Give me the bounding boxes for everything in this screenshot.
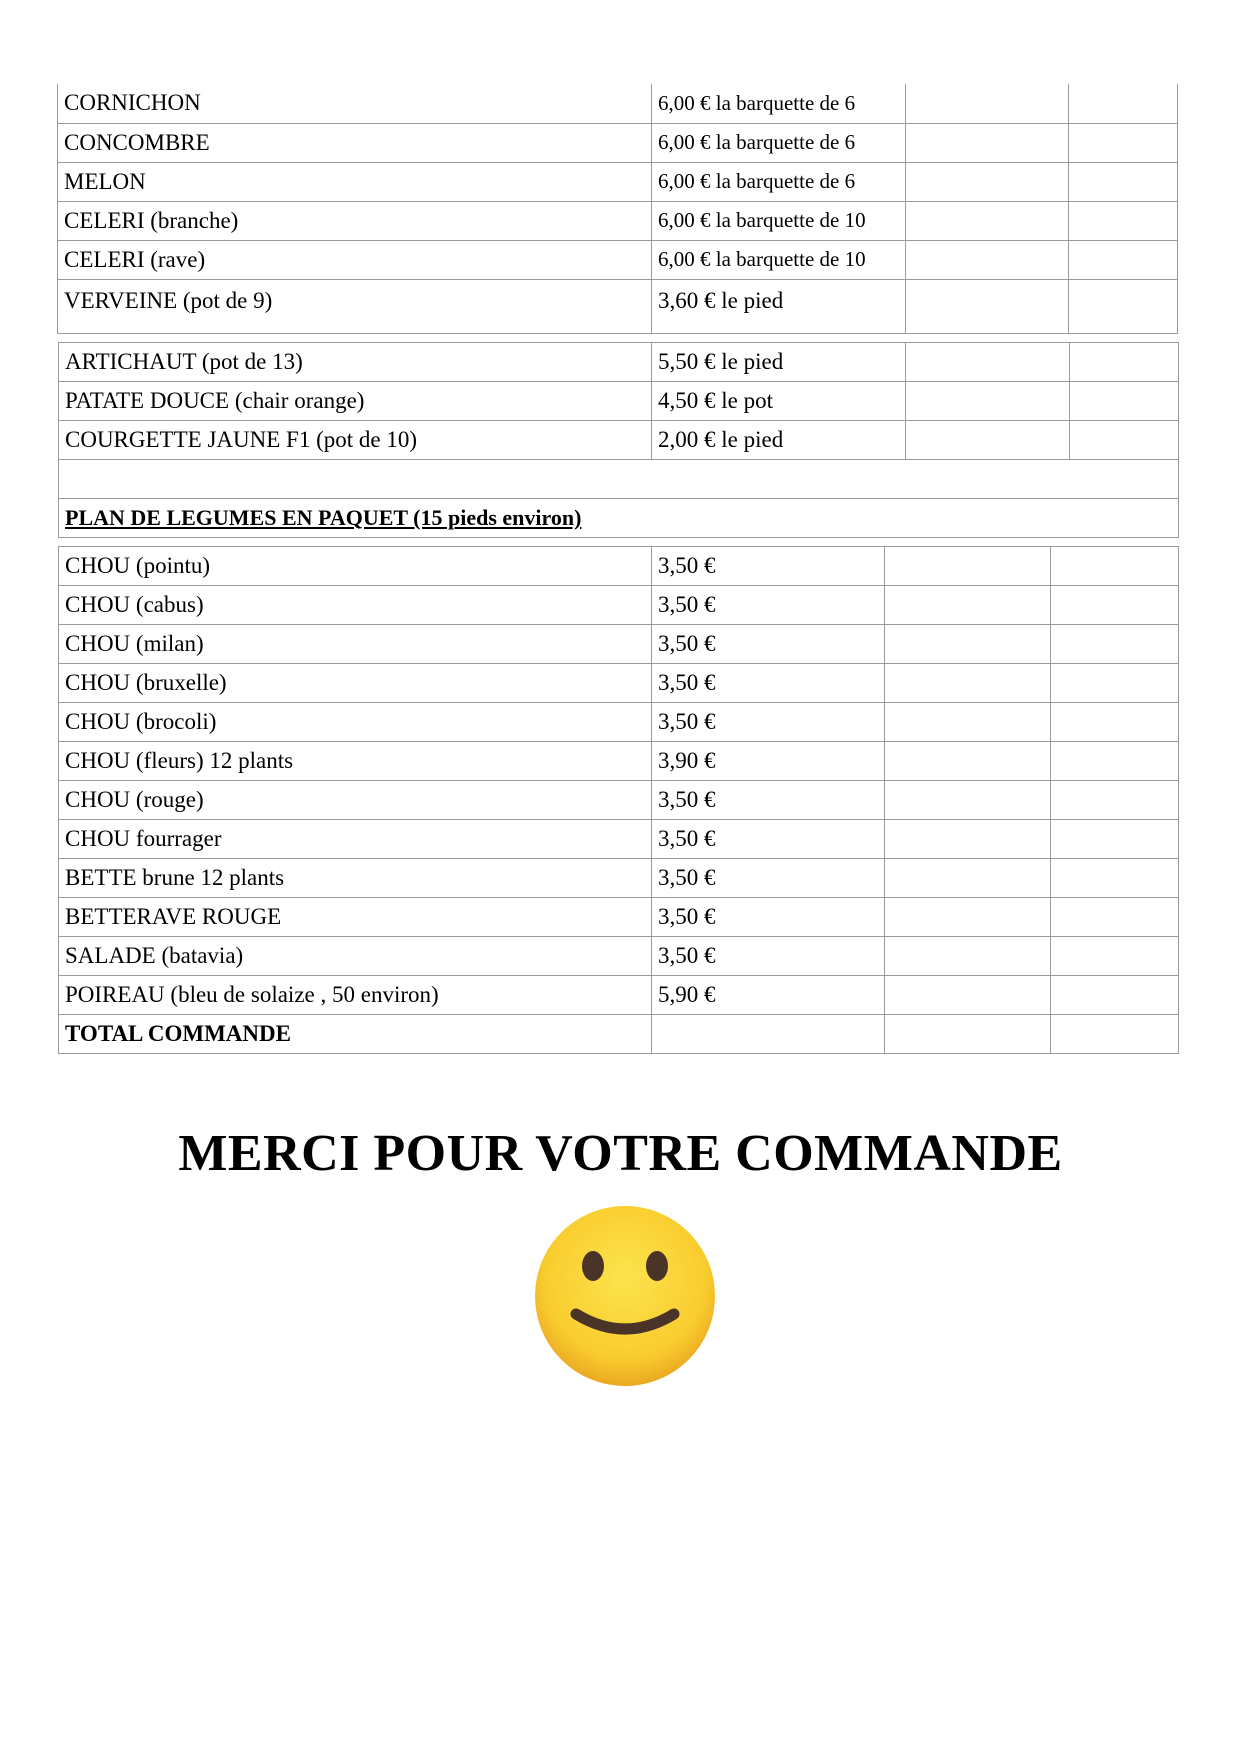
quantity-cell[interactable] bbox=[885, 742, 1051, 781]
product-price: 3,50 € bbox=[652, 859, 885, 898]
order-table-paquets bbox=[58, 546, 1179, 1054]
face-circle bbox=[535, 1206, 715, 1386]
table-row bbox=[59, 937, 1179, 976]
product-name: CELERI (branche) bbox=[58, 201, 652, 240]
quantity-cell[interactable] bbox=[906, 279, 1069, 333]
table-row bbox=[59, 343, 1179, 382]
product-price: 5,90 € bbox=[652, 976, 885, 1015]
product-price: 3,50 € bbox=[652, 625, 885, 664]
amount-cell[interactable] bbox=[1051, 586, 1179, 625]
product-price: 2,00 € le pied bbox=[652, 421, 906, 460]
total-label: TOTAL COMMANDE bbox=[59, 1015, 652, 1054]
product-price: 5,50 € le pied bbox=[652, 343, 906, 382]
amount-cell[interactable] bbox=[1069, 201, 1178, 240]
product-name: CHOU (milan) bbox=[59, 625, 652, 664]
table-row bbox=[59, 382, 1179, 421]
amount-cell[interactable] bbox=[1051, 781, 1179, 820]
table-row bbox=[59, 703, 1179, 742]
order-table-pots bbox=[58, 342, 1179, 538]
product-price: 3,50 € bbox=[652, 781, 885, 820]
amount-cell[interactable] bbox=[1051, 742, 1179, 781]
amount-cell[interactable] bbox=[1051, 898, 1179, 937]
product-name: CHOU (cabus) bbox=[59, 586, 652, 625]
product-price: 3,50 € bbox=[652, 820, 885, 859]
left-eye bbox=[582, 1251, 604, 1281]
product-name: CHOU (fleurs) 12 plants bbox=[59, 742, 652, 781]
product-name: SALADE (batavia) bbox=[59, 937, 652, 976]
quantity-cell[interactable] bbox=[885, 781, 1051, 820]
product-name: CHOU (pointu) bbox=[59, 547, 652, 586]
smiling-face-icon bbox=[533, 1204, 717, 1388]
thank-you-message: MERCI POUR VOTRE COMMANDE bbox=[178, 1125, 1063, 1182]
quantity-cell[interactable] bbox=[906, 84, 1069, 123]
quantity-cell[interactable] bbox=[906, 382, 1070, 421]
quantity-cell[interactable] bbox=[906, 123, 1069, 162]
table-row bbox=[59, 742, 1179, 781]
amount-cell[interactable] bbox=[1069, 240, 1178, 279]
table-row bbox=[59, 781, 1179, 820]
quantity-cell[interactable] bbox=[885, 625, 1051, 664]
table-row bbox=[58, 84, 1178, 123]
amount-cell[interactable] bbox=[1051, 820, 1179, 859]
amount-cell[interactable] bbox=[1051, 625, 1179, 664]
product-price: 3,90 € bbox=[652, 742, 885, 781]
table-row bbox=[59, 664, 1179, 703]
quantity-cell[interactable] bbox=[906, 162, 1069, 201]
product-name: CORNICHON bbox=[58, 84, 652, 123]
product-name: COURGETTE JAUNE F1 (pot de 10) bbox=[59, 421, 652, 460]
blank-row bbox=[59, 460, 1179, 499]
product-price: 3,50 € bbox=[652, 664, 885, 703]
section-title: PLAN DE LEGUMES EN PAQUET (15 pieds environ) bbox=[59, 499, 1179, 538]
table-row bbox=[59, 859, 1179, 898]
table-row bbox=[58, 162, 1178, 201]
quantity-cell[interactable] bbox=[885, 976, 1051, 1015]
product-name: CONCOMBRE bbox=[58, 123, 652, 162]
product-name: CELERI (rave) bbox=[58, 240, 652, 279]
total-row bbox=[59, 1015, 1179, 1054]
amount-cell[interactable] bbox=[1051, 937, 1179, 976]
product-name: POIREAU (bleu de solaize , 50 environ) bbox=[59, 976, 652, 1015]
table-row bbox=[59, 898, 1179, 937]
product-name: CHOU fourrager bbox=[59, 820, 652, 859]
product-name: CHOU (rouge) bbox=[59, 781, 652, 820]
product-price: 6,00 € la barquette de 6 bbox=[652, 162, 906, 201]
table-row bbox=[58, 279, 1178, 333]
amount-cell[interactable] bbox=[1070, 343, 1179, 382]
quantity-cell[interactable] bbox=[885, 664, 1051, 703]
quantity-cell[interactable] bbox=[885, 586, 1051, 625]
amount-cell[interactable] bbox=[1051, 976, 1179, 1015]
amount-cell[interactable] bbox=[1069, 162, 1178, 201]
product-name: ARTICHAUT (pot de 13) bbox=[59, 343, 652, 382]
quantity-cell[interactable] bbox=[885, 703, 1051, 742]
quantity-cell[interactable] bbox=[906, 343, 1070, 382]
product-price: 6,00 € la barquette de 6 bbox=[652, 84, 906, 123]
amount-cell[interactable] bbox=[1051, 703, 1179, 742]
product-price: 6,00 € la barquette de 6 bbox=[652, 123, 906, 162]
table-row bbox=[58, 123, 1178, 162]
quantity-cell[interactable] bbox=[906, 240, 1069, 279]
quantity-cell[interactable] bbox=[885, 937, 1051, 976]
product-price: 3,50 € bbox=[652, 703, 885, 742]
amount-cell[interactable] bbox=[1069, 279, 1178, 333]
blank-cell bbox=[59, 460, 1179, 499]
total-quantity-cell[interactable] bbox=[885, 1015, 1051, 1054]
table-row bbox=[59, 547, 1179, 586]
product-name: CHOU (bruxelle) bbox=[59, 664, 652, 703]
table-row bbox=[59, 976, 1179, 1015]
quantity-cell[interactable] bbox=[906, 421, 1070, 460]
table-row bbox=[59, 820, 1179, 859]
quantity-cell[interactable] bbox=[885, 898, 1051, 937]
table-row bbox=[59, 421, 1179, 460]
amount-cell[interactable] bbox=[1070, 382, 1179, 421]
product-price: 4,50 € le pot bbox=[652, 382, 906, 421]
product-name: CHOU (brocoli) bbox=[59, 703, 652, 742]
product-name: VERVEINE (pot de 9) bbox=[58, 279, 652, 333]
product-price: 3,50 € bbox=[652, 547, 885, 586]
product-name: MELON bbox=[58, 162, 652, 201]
amount-cell[interactable] bbox=[1051, 664, 1179, 703]
quantity-cell[interactable] bbox=[885, 859, 1051, 898]
quantity-cell[interactable] bbox=[906, 201, 1069, 240]
product-price: 6,00 € la barquette de 10 bbox=[652, 201, 906, 240]
amount-cell[interactable] bbox=[1069, 84, 1178, 123]
total-amount-cell[interactable] bbox=[1051, 1015, 1179, 1054]
product-price: 3,60 € le pied bbox=[652, 279, 906, 333]
section-row bbox=[59, 499, 1179, 538]
order-table-barquettes bbox=[57, 84, 1178, 334]
table-row bbox=[58, 240, 1178, 279]
table-row bbox=[58, 201, 1178, 240]
total-price-cell[interactable] bbox=[652, 1015, 885, 1054]
product-name: PATATE DOUCE (chair orange) bbox=[59, 382, 652, 421]
quantity-cell[interactable] bbox=[885, 820, 1051, 859]
product-price: 3,50 € bbox=[652, 586, 885, 625]
product-price: 3,50 € bbox=[652, 937, 885, 976]
product-name: BETTE brune 12 plants bbox=[59, 859, 652, 898]
amount-cell[interactable] bbox=[1051, 859, 1179, 898]
amount-cell[interactable] bbox=[1070, 421, 1179, 460]
right-eye bbox=[646, 1251, 668, 1281]
table-row bbox=[59, 625, 1179, 664]
product-price: 3,50 € bbox=[652, 898, 885, 937]
quantity-cell[interactable] bbox=[885, 547, 1051, 586]
amount-cell[interactable] bbox=[1051, 547, 1179, 586]
product-name: BETTERAVE ROUGE bbox=[59, 898, 652, 937]
product-price: 6,00 € la barquette de 10 bbox=[652, 240, 906, 279]
table-row bbox=[59, 586, 1179, 625]
amount-cell[interactable] bbox=[1069, 123, 1178, 162]
